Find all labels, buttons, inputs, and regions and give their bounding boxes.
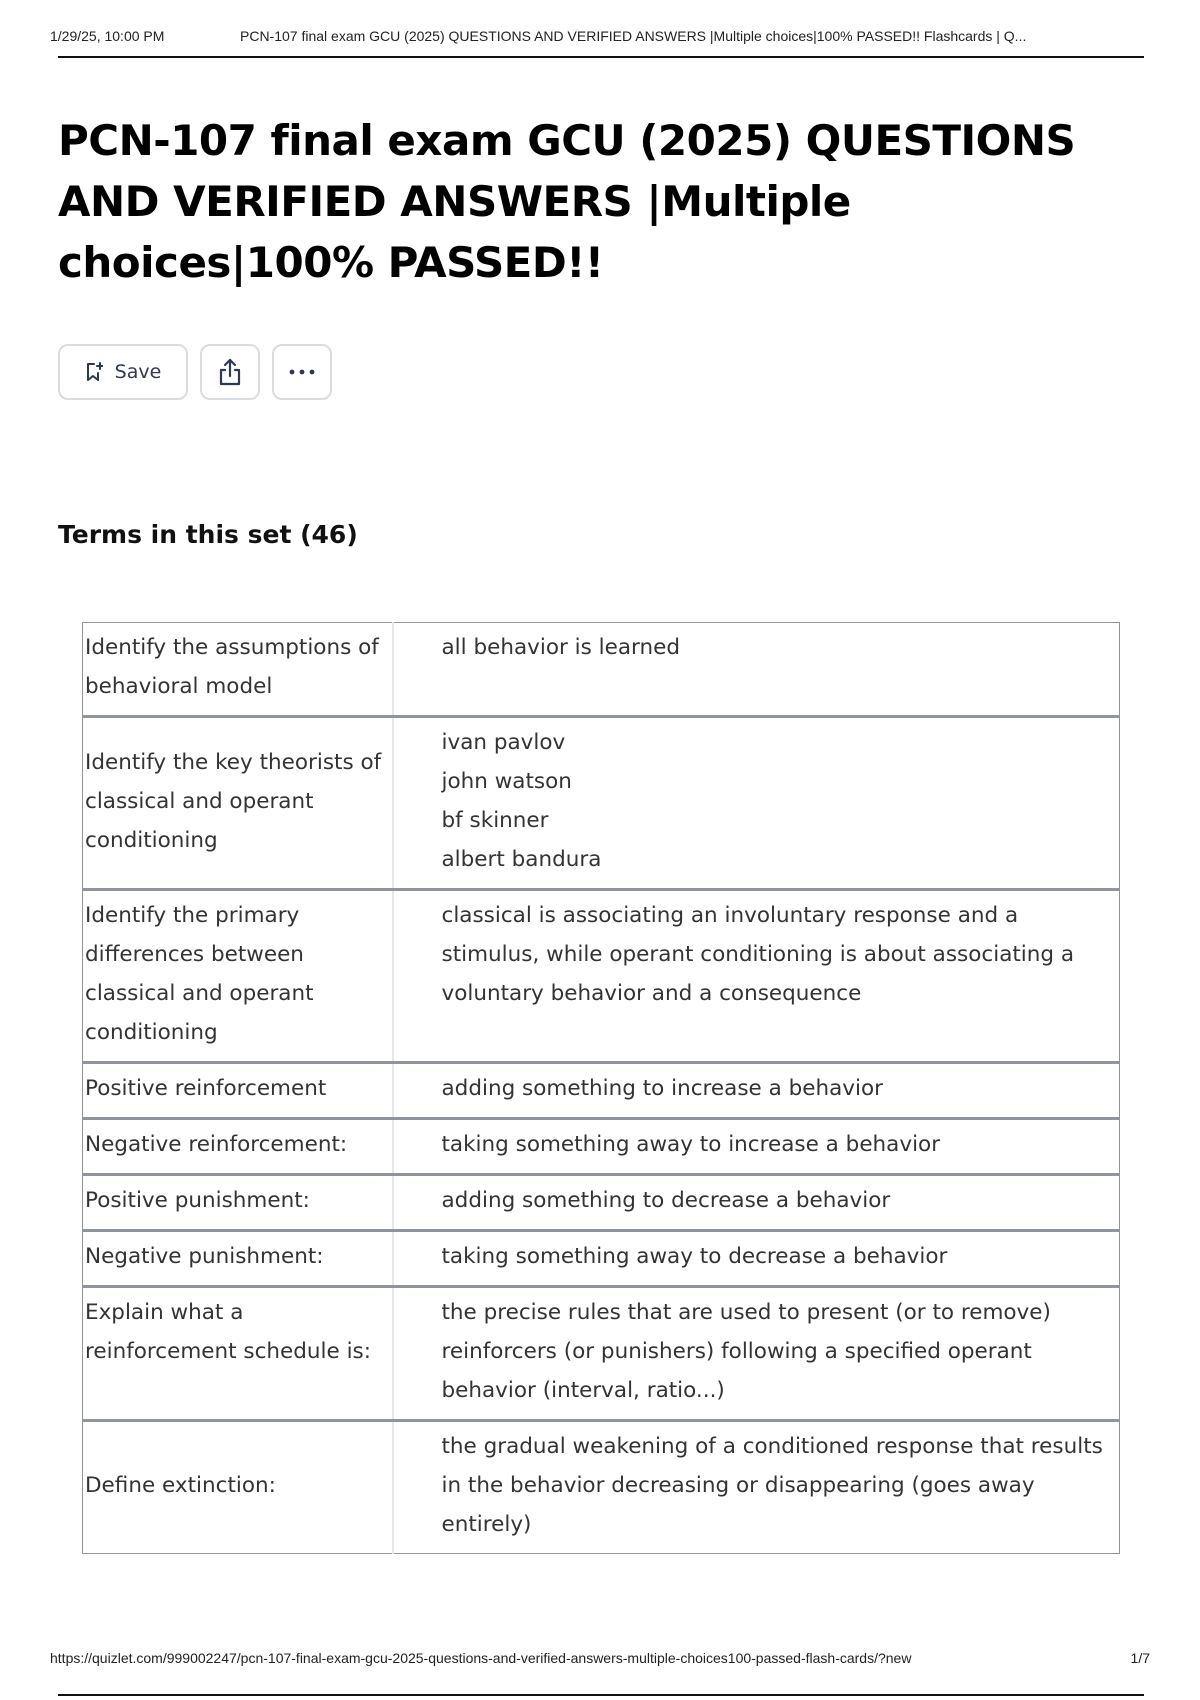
term-text: Positive reinforcement	[83, 1063, 393, 1119]
definition-text	[393, 1119, 1120, 1175]
print-timestamp: 1/29/25, 10:00 PM	[50, 28, 165, 44]
term-row	[83, 1063, 1120, 1119]
term-row	[83, 1119, 1120, 1175]
term-text: Negative reinforcement:	[83, 1119, 393, 1175]
term-row	[83, 890, 1120, 1063]
definition-text	[393, 1287, 1120, 1421]
share-icon	[217, 358, 243, 386]
definition-text	[393, 890, 1120, 1063]
definition-text	[393, 1231, 1120, 1287]
term-row	[83, 1421, 1120, 1554]
header-divider	[58, 56, 1144, 58]
definition-line: classical is associating an involuntary response and a stimulus, while operant conditioning is about associating a voluntary behavior and a consequence	[441, 903, 1075, 1006]
share-button[interactable]	[200, 344, 260, 400]
term-row	[83, 623, 1120, 717]
definition-line: john watson	[441, 769, 572, 794]
term-text: Identify the key theorists of classical and operant conditioning	[83, 717, 393, 890]
term-text: Define extinction:	[83, 1421, 393, 1554]
definition-line: adding something to decrease a behavior	[441, 1188, 891, 1213]
set-title: PCN-107 final exam GCU (2025) QUESTIONS AND VERIFIED ANSWERS |Multiple choices|100% PASSED!!	[58, 116, 1076, 287]
definition-text	[393, 623, 1120, 717]
term-row	[83, 717, 1120, 890]
definition-line: the gradual weakening of a conditioned response that results in the behavior decreasing or disappearing (goes away entirely)	[441, 1434, 1103, 1537]
term-row	[83, 1231, 1120, 1287]
term-text: Explain what a reinforcement schedule is:	[83, 1287, 393, 1421]
definition-line: taking something away to increase a behavior	[441, 1132, 941, 1157]
terms-table	[82, 622, 1120, 1554]
terms-heading: Terms in this set (46)	[58, 520, 358, 549]
more-options-button[interactable]	[272, 344, 332, 400]
footer-divider	[58, 1694, 1144, 1696]
term-text: Negative punishment:	[83, 1231, 393, 1287]
definition-line: taking something away to decrease a behavior	[441, 1244, 948, 1269]
definition-text	[393, 1421, 1120, 1554]
more-horizontal-icon	[288, 368, 316, 376]
term-text: Identify the primary differences between classical and operant conditioning	[83, 890, 393, 1063]
definition-line: albert bandura	[441, 847, 602, 872]
definition-text	[393, 1175, 1120, 1231]
definition-line: all behavior is learned	[441, 635, 681, 660]
term-text: Identify the assumptions of behavioral model	[83, 623, 393, 717]
definition-line: the precise rules that are used to present (or to remove) reinforcers (or punishers) following a specified operant behavior (interval, ratio...)	[441, 1300, 1051, 1403]
definition-line: bf skinner	[441, 808, 549, 833]
definition-text	[393, 717, 1120, 890]
print-footer	[50, 1650, 1150, 1666]
set-actions	[58, 344, 332, 400]
save-button[interactable]	[58, 344, 188, 400]
print-url: https://quizlet.com/999002247/pcn-107-final-exam-gcu-2025-questions-and-verified-answers-multiple-choices100-passed-flash-cards/?new	[50, 1650, 912, 1666]
save-button-label: Save	[114, 361, 162, 383]
print-document-title: PCN-107 final exam GCU (2025) QUESTIONS AND VERIFIED ANSWERS |Multiple choices|100% PASSED!! Flashcards | Q...	[240, 28, 1027, 44]
print-header	[50, 28, 1146, 44]
term-row	[83, 1287, 1120, 1421]
definition-line: ivan pavlov	[441, 730, 566, 755]
definition-line: adding something to increase a behavior	[441, 1076, 883, 1101]
bookmark-add-icon	[85, 362, 103, 382]
definition-text	[393, 1063, 1120, 1119]
term-text: Positive punishment:	[83, 1175, 393, 1231]
page-number: 1/7	[1130, 1650, 1150, 1666]
term-row	[83, 1175, 1120, 1231]
